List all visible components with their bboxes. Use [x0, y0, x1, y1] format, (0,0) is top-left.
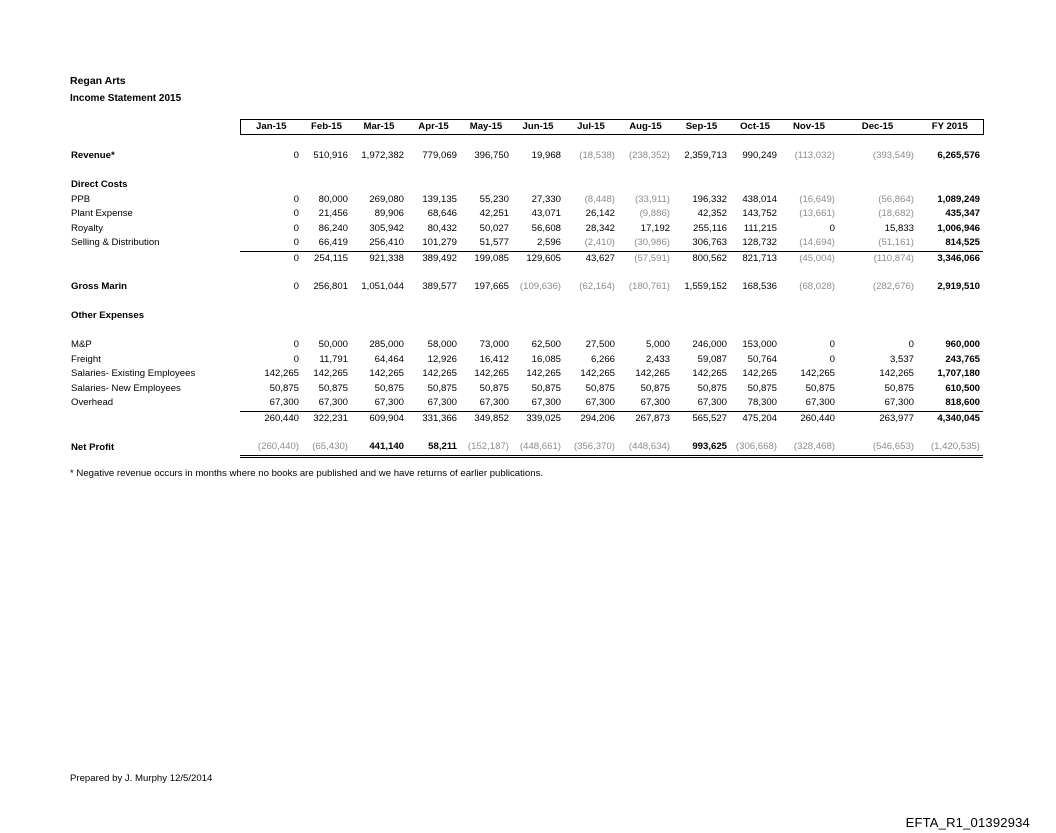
value-cell: 0 [293, 339, 299, 351]
value-cell: 142,265 [422, 368, 457, 380]
value-cell: 1,972,382 [361, 150, 404, 162]
value-cell: 960,000 [945, 339, 980, 351]
value-cell: (9,886) [639, 208, 670, 220]
empty-cell [730, 309, 780, 323]
value-cell: 435,347 [945, 208, 980, 220]
value-cell: 3,346,066 [937, 252, 980, 264]
value-cell: (14,694) [780, 236, 838, 251]
value-cell: 42,352 [697, 208, 727, 220]
value-cell: (45,004) [799, 252, 835, 264]
value-cell: 50,027 [479, 222, 509, 234]
value-cell: 28,342 [585, 222, 615, 234]
row-label: Overhead [71, 397, 114, 409]
line-item-row [68, 396, 983, 411]
value-cell: 111,215 [743, 222, 777, 234]
value-cell: 256,801 [313, 281, 348, 293]
row-label: Royalty [71, 222, 103, 234]
value-cell: 1,006,946 [937, 222, 980, 234]
value-cell: (18,682) [878, 208, 914, 220]
value-cell: 142,265 [800, 368, 835, 380]
value-cell: 168,536 [742, 281, 777, 293]
value-cell: (152,187) [460, 440, 512, 456]
value-cell: 5,000 [645, 339, 670, 351]
value-cell: 565,527 [692, 412, 727, 424]
value-cell: 142,265 [526, 368, 561, 380]
value-cell: 67,300 [838, 396, 917, 411]
empty-cell [673, 178, 730, 192]
value-cell: 0 [293, 222, 299, 234]
row-label: Salaries- Existing Employees [71, 368, 196, 380]
value-cell: 80,432 [427, 222, 457, 234]
value-cell: (113,032) [794, 150, 835, 162]
line-item-row [68, 353, 983, 367]
value-cell: (2,410) [564, 236, 618, 251]
value-cell: (57,591) [634, 252, 670, 264]
value-cell: 86,240 [318, 222, 348, 234]
value-cell: 50,764 [747, 353, 777, 365]
column-header: May-15 [460, 120, 512, 135]
value-cell: 142,265 [635, 368, 670, 380]
empty-cell [460, 309, 512, 323]
value-cell: 143,752 [742, 208, 777, 220]
value-cell: 610,500 [945, 382, 980, 394]
column-header: Dec-15 [838, 120, 917, 135]
row-label: Plant Expense [71, 208, 133, 220]
statement-title: Income Statement 2015 [70, 93, 182, 104]
column-header: Apr-15 [407, 120, 460, 135]
value-cell: (33,911) [634, 193, 670, 205]
value-cell: (62,164) [579, 281, 615, 293]
value-cell: 139,135 [422, 193, 457, 205]
column-header-row [68, 120, 983, 135]
value-cell: (30,986) [618, 236, 673, 251]
value-cell: 196,332 [692, 193, 727, 205]
value-cell: (546,653) [838, 440, 917, 456]
empty-cell [838, 178, 917, 192]
empty-cell [351, 309, 407, 323]
value-cell: 16,412 [479, 353, 509, 365]
value-cell: 17,192 [640, 222, 670, 234]
value-cell: 128,732 [730, 236, 780, 251]
value-cell: 19,968 [531, 150, 561, 162]
prepared-by: Prepared by J. Murphy 12/5/2014 [70, 773, 213, 784]
value-cell: (393,549) [872, 150, 914, 162]
value-cell: 269,080 [369, 193, 404, 205]
line-item-row [68, 236, 983, 251]
row-label: M&P [71, 339, 92, 351]
value-cell: 68,646 [427, 208, 457, 220]
spacer-row [68, 164, 983, 178]
subtotal-row [68, 251, 983, 266]
value-cell: 1,707,180 [937, 368, 980, 380]
value-cell: 142,265 [879, 368, 914, 380]
value-cell: (51,161) [838, 236, 917, 251]
section-header-row [68, 309, 983, 323]
empty-cell [780, 309, 838, 323]
value-cell: 58,211 [407, 440, 460, 456]
value-cell: 322,231 [313, 412, 348, 424]
value-cell: (448,634) [618, 440, 673, 456]
row-label: PPB [71, 193, 91, 205]
value-cell: 50,000 [318, 339, 348, 351]
value-cell: 55,230 [479, 193, 509, 205]
empty-cell [673, 309, 730, 323]
empty-cell [512, 178, 564, 192]
value-cell: 389,577 [422, 281, 457, 293]
line-item-row [68, 207, 983, 221]
spacer-row [68, 135, 983, 150]
spacer-cell [68, 295, 983, 309]
value-cell: 197,665 [474, 281, 509, 293]
value-cell: 256,410 [351, 236, 407, 251]
value-cell: 50,875 [640, 382, 670, 394]
value-cell: 80,000 [318, 193, 348, 205]
value-cell: (356,370) [564, 440, 618, 456]
row-label: Revenue* [71, 150, 115, 162]
value-cell: 67,300 [302, 396, 351, 411]
value-cell: 0 [293, 150, 299, 162]
company-name: Regan Arts [70, 75, 126, 87]
value-cell: (238,352) [628, 150, 670, 162]
empty-cell [240, 309, 302, 323]
value-cell: 67,300 [512, 396, 564, 411]
value-cell: 396,750 [474, 150, 509, 162]
spacer-cell [68, 266, 983, 280]
line-item-row [68, 149, 983, 163]
value-cell: 260,440 [264, 412, 299, 424]
value-cell: (306,668) [730, 440, 780, 456]
value-cell: 255,116 [693, 222, 727, 234]
value-cell: 246,000 [692, 339, 727, 351]
value-cell: 142,265 [580, 368, 615, 380]
empty-cell [407, 178, 460, 192]
value-cell: 0 [908, 339, 914, 351]
value-cell: 50,875 [427, 382, 457, 394]
column-header: Aug-15 [618, 120, 673, 135]
value-cell: 66,419 [302, 236, 351, 251]
row-label: Other Expenses [71, 310, 145, 322]
value-cell: 475,204 [742, 412, 777, 424]
line-item-row [68, 382, 983, 396]
value-cell: (260,440) [240, 440, 302, 456]
value-cell: 1,559,152 [684, 281, 727, 293]
value-cell: (8,448) [584, 193, 615, 205]
value-cell: 27,500 [585, 339, 615, 351]
value-cell: 818,600 [917, 396, 983, 411]
value-cell: 510,916 [313, 150, 348, 162]
value-cell: 142,265 [474, 368, 509, 380]
spacer-row [68, 324, 983, 338]
value-cell: 51,577 [460, 236, 512, 251]
document-id: EFTA_R1_01392934 [905, 815, 1030, 830]
value-cell: 50,875 [374, 382, 404, 394]
line-item-row [68, 193, 983, 207]
value-cell: 67,300 [407, 396, 460, 411]
value-cell: 0 [829, 222, 835, 234]
value-cell: 0 [829, 339, 835, 351]
value-cell: (328,468) [780, 440, 838, 456]
value-cell: 0 [293, 353, 299, 365]
value-cell: 779,069 [422, 150, 457, 162]
value-cell: 89,906 [374, 208, 404, 220]
column-header: Mar-15 [351, 120, 407, 135]
column-header: Jun-15 [512, 120, 564, 135]
value-cell: 4,340,045 [937, 412, 980, 424]
row-label [68, 411, 240, 426]
column-header: Jan-15 [240, 120, 302, 135]
empty-cell [240, 178, 302, 192]
value-cell: 43,627 [585, 252, 615, 264]
value-cell: (109,636) [519, 281, 561, 293]
statement-body [68, 135, 983, 457]
spacer-row [68, 266, 983, 280]
value-cell: 16,085 [531, 353, 561, 365]
value-cell: (282,676) [872, 281, 914, 293]
empty-cell [780, 178, 838, 192]
value-cell: 78,300 [730, 396, 780, 411]
value-cell: 67,300 [780, 396, 838, 411]
value-cell: 921,338 [369, 252, 404, 264]
value-cell: 64,464 [374, 353, 404, 365]
empty-cell [564, 309, 618, 323]
value-cell: 814,525 [917, 236, 983, 251]
value-cell: 2,359,713 [684, 150, 727, 162]
value-cell: 339,025 [526, 412, 561, 424]
value-cell: 50,875 [585, 382, 615, 394]
value-cell: 101,279 [407, 236, 460, 251]
value-cell: 2,596 [512, 236, 564, 251]
row-label: Freight [71, 353, 101, 365]
row-label: Direct Costs [71, 179, 128, 191]
value-cell: 56,608 [531, 222, 561, 234]
value-cell: 609,904 [369, 412, 404, 424]
value-cell: 50,875 [269, 382, 299, 394]
column-header: Nov-15 [780, 120, 838, 135]
empty-cell [564, 178, 618, 192]
empty-cell [730, 178, 780, 192]
value-cell: 142,265 [742, 368, 777, 380]
value-cell: (180,761) [628, 281, 670, 293]
value-cell: 263,977 [879, 412, 914, 424]
line-item-row [68, 338, 983, 352]
value-cell: 67,300 [460, 396, 512, 411]
value-cell: 73,000 [479, 339, 509, 351]
value-cell: 15,833 [884, 222, 914, 234]
value-cell: (65,430) [302, 440, 351, 456]
empty-cell [838, 309, 917, 323]
column-header: Jul-15 [564, 120, 618, 135]
value-cell: 285,000 [369, 339, 404, 351]
value-cell: 254,115 [314, 252, 348, 264]
value-cell: (18,538) [579, 150, 615, 162]
value-cell: 993,625 [673, 440, 730, 456]
value-cell: 142,265 [692, 368, 727, 380]
value-cell: 11,791 [319, 353, 348, 365]
value-cell: 50,875 [531, 382, 561, 394]
value-cell: 26,142 [585, 208, 615, 220]
value-cell: 6,266 [590, 353, 615, 365]
value-cell: 142,265 [369, 368, 404, 380]
value-cell: (16,649) [799, 193, 835, 205]
value-cell: 50,875 [318, 382, 348, 394]
subtotal-row [68, 411, 983, 426]
value-cell: (56,864) [878, 193, 914, 205]
value-cell: 67,300 [240, 396, 302, 411]
value-cell: 43,071 [531, 208, 561, 220]
value-cell: 800,562 [692, 252, 727, 264]
value-cell: 50,875 [479, 382, 509, 394]
value-cell: 294,206 [580, 412, 615, 424]
value-cell: 27,330 [531, 193, 561, 205]
value-cell: 267,873 [635, 412, 670, 424]
header-spacer [68, 120, 240, 135]
value-cell: 142,265 [313, 368, 348, 380]
footnote: * Negative revenue occurs in months where no books are published and we have returns of earlier publications. [70, 468, 544, 479]
value-cell: 389,492 [422, 252, 457, 264]
section-header-row [68, 178, 983, 192]
spacer-row [68, 426, 983, 440]
value-cell: 67,300 [564, 396, 618, 411]
value-cell: 6,265,576 [937, 150, 980, 162]
empty-cell [512, 309, 564, 323]
empty-cell [407, 309, 460, 323]
empty-cell [460, 178, 512, 192]
value-cell: 62,500 [531, 339, 561, 351]
value-cell: 0 [240, 236, 302, 251]
value-cell: (448,661) [512, 440, 564, 456]
column-header: FY 2015 [917, 120, 983, 135]
spacer-cell [68, 426, 983, 440]
spacer-cell [68, 164, 983, 178]
value-cell: 3,537 [889, 353, 914, 365]
row-label: Selling & Distribution [71, 237, 160, 249]
row-label [68, 251, 240, 266]
value-cell: 349,852 [474, 412, 509, 424]
value-cell: 67,300 [618, 396, 673, 411]
value-cell: 438,014 [742, 193, 777, 205]
value-cell: 50,875 [747, 382, 777, 394]
empty-cell [618, 178, 673, 192]
empty-cell [351, 178, 407, 192]
spacer-row [68, 295, 983, 309]
value-cell: 0 [293, 281, 299, 293]
value-cell: 0 [293, 193, 299, 205]
value-cell: 12,926 [427, 353, 457, 365]
row-label: Gross Marin [71, 281, 127, 293]
empty-cell [917, 309, 983, 323]
value-cell: 129,605 [526, 252, 561, 264]
row-label: Net Profit [71, 442, 115, 454]
value-cell: 1,051,044 [361, 281, 404, 293]
value-cell: 2,919,510 [937, 281, 980, 293]
line-item-row [68, 280, 983, 294]
value-cell: 42,251 [479, 208, 509, 220]
value-cell: 199,085 [474, 252, 509, 264]
value-cell: 305,942 [369, 222, 404, 234]
empty-cell [302, 309, 351, 323]
empty-cell [618, 309, 673, 323]
value-cell: (68,028) [799, 281, 835, 293]
income-statement-table [68, 119, 984, 458]
value-cell: 243,765 [945, 353, 980, 365]
empty-cell [302, 178, 351, 192]
value-cell: 0 [293, 252, 299, 264]
value-cell: 142,265 [264, 368, 299, 380]
value-cell: 306,763 [673, 236, 730, 251]
value-cell: 21,456 [318, 208, 348, 220]
line-item-row [68, 367, 983, 381]
column-header: Sep-15 [673, 120, 730, 135]
value-cell: (1,420,535) [917, 440, 983, 456]
value-cell: 58,000 [427, 339, 457, 351]
column-header: Feb-15 [302, 120, 351, 135]
value-cell: 2,433 [645, 353, 670, 365]
spacer-cell [68, 135, 983, 150]
empty-cell [917, 178, 983, 192]
value-cell: (110,874) [873, 252, 914, 264]
value-cell: 50,875 [697, 382, 727, 394]
column-header: Oct-15 [730, 120, 780, 135]
value-cell: 153,000 [742, 339, 777, 351]
value-cell: 441,140 [351, 440, 407, 456]
value-cell: 331,366 [422, 412, 457, 424]
spacer-cell [68, 324, 983, 338]
value-cell: 67,300 [351, 396, 407, 411]
row-label: Salaries- New Employees [71, 382, 181, 394]
value-cell: 0 [293, 208, 299, 220]
line-item-row [68, 222, 983, 236]
value-cell: (13,661) [799, 208, 835, 220]
value-cell: 50,875 [884, 382, 914, 394]
value-cell: 260,440 [800, 412, 835, 424]
value-cell: 1,089,249 [937, 193, 980, 205]
value-cell: 0 [829, 353, 835, 365]
value-cell: 67,300 [673, 396, 730, 411]
net-profit-row [68, 440, 983, 456]
value-cell: 59,087 [697, 353, 727, 365]
value-cell: 990,249 [742, 150, 777, 162]
value-cell: 50,875 [805, 382, 835, 394]
value-cell: 821,713 [742, 252, 777, 264]
